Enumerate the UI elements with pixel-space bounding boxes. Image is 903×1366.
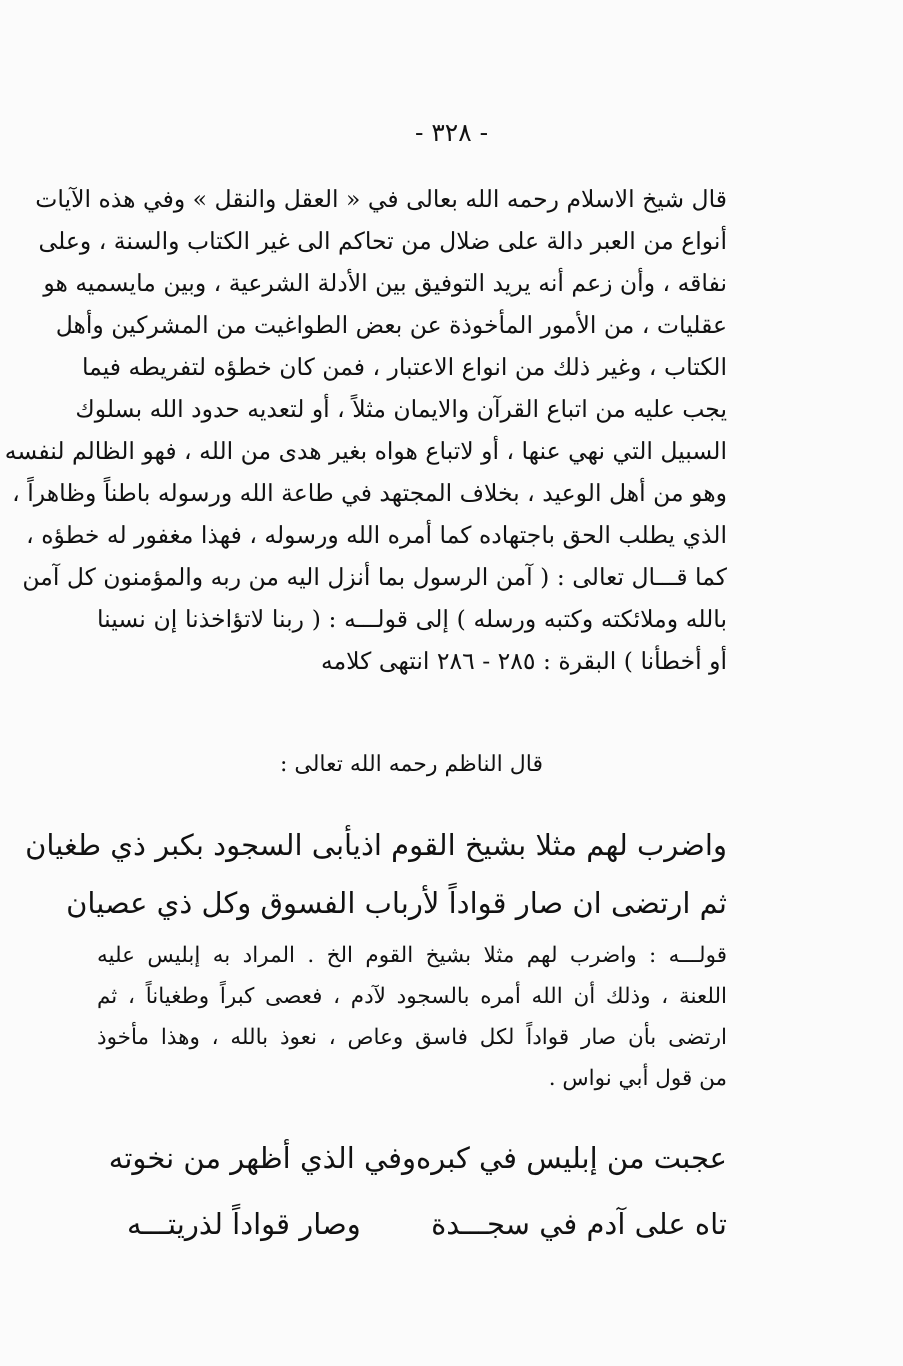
paragraph-line: قولـــه : واضرب لهم مثلا بشيخ القوم الخ . المراد به إبليس عليه (97, 943, 727, 968)
paragraph-line: من قول أبي نواس . (548, 1066, 727, 1091)
poem-intro: قال الناظم رحمه الله تعالى : (279, 752, 543, 777)
paragraph-line: يجب عليه من اتباع القرآن والايمان مثلاً ، أو لتعديه حدود الله بسلوك (75, 395, 727, 423)
paragraph-line: أو أخطأنا ) البقرة : ٢٨٥ - ٢٨٦ انتهى كلامه (320, 647, 727, 675)
paragraph-line: الكتاب ، وغير ذلك من انواع الاعتبار ، فمن كان خطؤه لتفريطه فيما (81, 353, 727, 381)
paragraph-line: أنواع من العبر دالة على ضلال من تحاكم الى غير الكتاب والسنة ، وعلى (38, 227, 727, 255)
paragraph-line: ارتضى بأن صار قواداً لكل فاسق وعاص ، نعوذ بالله ، وهذا مأخوذ (97, 1025, 727, 1050)
verse-first-hemistich: ثم ارتضى ان صار قواداً لأر (408, 886, 727, 920)
verse-first-hemistich: تاه على آدم في سجـــدة (431, 1207, 727, 1241)
verse (25, 816, 727, 874)
verse (127, 1191, 727, 1257)
verse-first-hemistich: واضرب لهم مثلا بشيخ القوم اذ (360, 828, 727, 862)
poem-second (108, 1125, 727, 1257)
paragraph-line: عقليات ، من الأمور المأخوذة عن بعض الطواغيت من المشركين وأهل (55, 311, 727, 339)
paragraph-line: قال شيخ الاسلام رحمه الله بعالى في « العقل والنقل » وفي هذه الآيات (35, 185, 727, 213)
verse-second-hemistich: وفي الذي أظهر من نخوته (108, 1141, 417, 1175)
paragraph-line: الذي يطلب الحق باجتهاده كما أمره الله ورسوله ، فهذا مغفور له خطؤه ، (26, 521, 727, 549)
paragraph-line: وهو من أهل الوعيد ، بخلاف المجتهد في طاعة الله ورسوله باطناً وظاهراً ، (12, 479, 727, 507)
verse (108, 1125, 727, 1191)
commentary-paragraph (97, 935, 727, 1099)
quote-paragraph (4, 178, 727, 682)
paragraph-line: اللعنة ، وذلك أن الله أمره بالسجود لآدم ، فعصى كبراً وطغياناً ، ثم (97, 984, 727, 1009)
paragraph-line: السبيل التي نهي عنها ، أو لاتباع هواه بغير هدى من الله ، فهو الظالم لنفسه (4, 437, 727, 465)
paragraph-line: بالله وملائكته وكتبه ورسله ) إلى قولـــه : ( ربنا لاتؤاخذنا إن نسينا (97, 605, 727, 633)
poem-first (25, 816, 727, 932)
verse-second-hemistich: يأبى السجود بكبر ذي طغيان (25, 828, 361, 862)
verse-first-hemistich: عجبت من إبليس في كبره (416, 1141, 727, 1175)
verse-second-hemistich: وصار قواداً لذريتـــه (127, 1207, 361, 1241)
page-number: - ٣٢٨ - (414, 118, 489, 147)
paragraph-line: كما قـــال تعالى : ( آمن الرسول بما أنزل اليه من ربه والمؤمنون كل آمن (22, 563, 727, 591)
verse (66, 874, 727, 932)
paragraph-line: نفاقه ، وأن زعم أنه يريد التوفيق بين الأدلة الشرعية ، وبين مايسميه هو (43, 269, 727, 297)
verse-second-hemistich: باب الفسوق وكل ذي عصيان (66, 886, 409, 920)
